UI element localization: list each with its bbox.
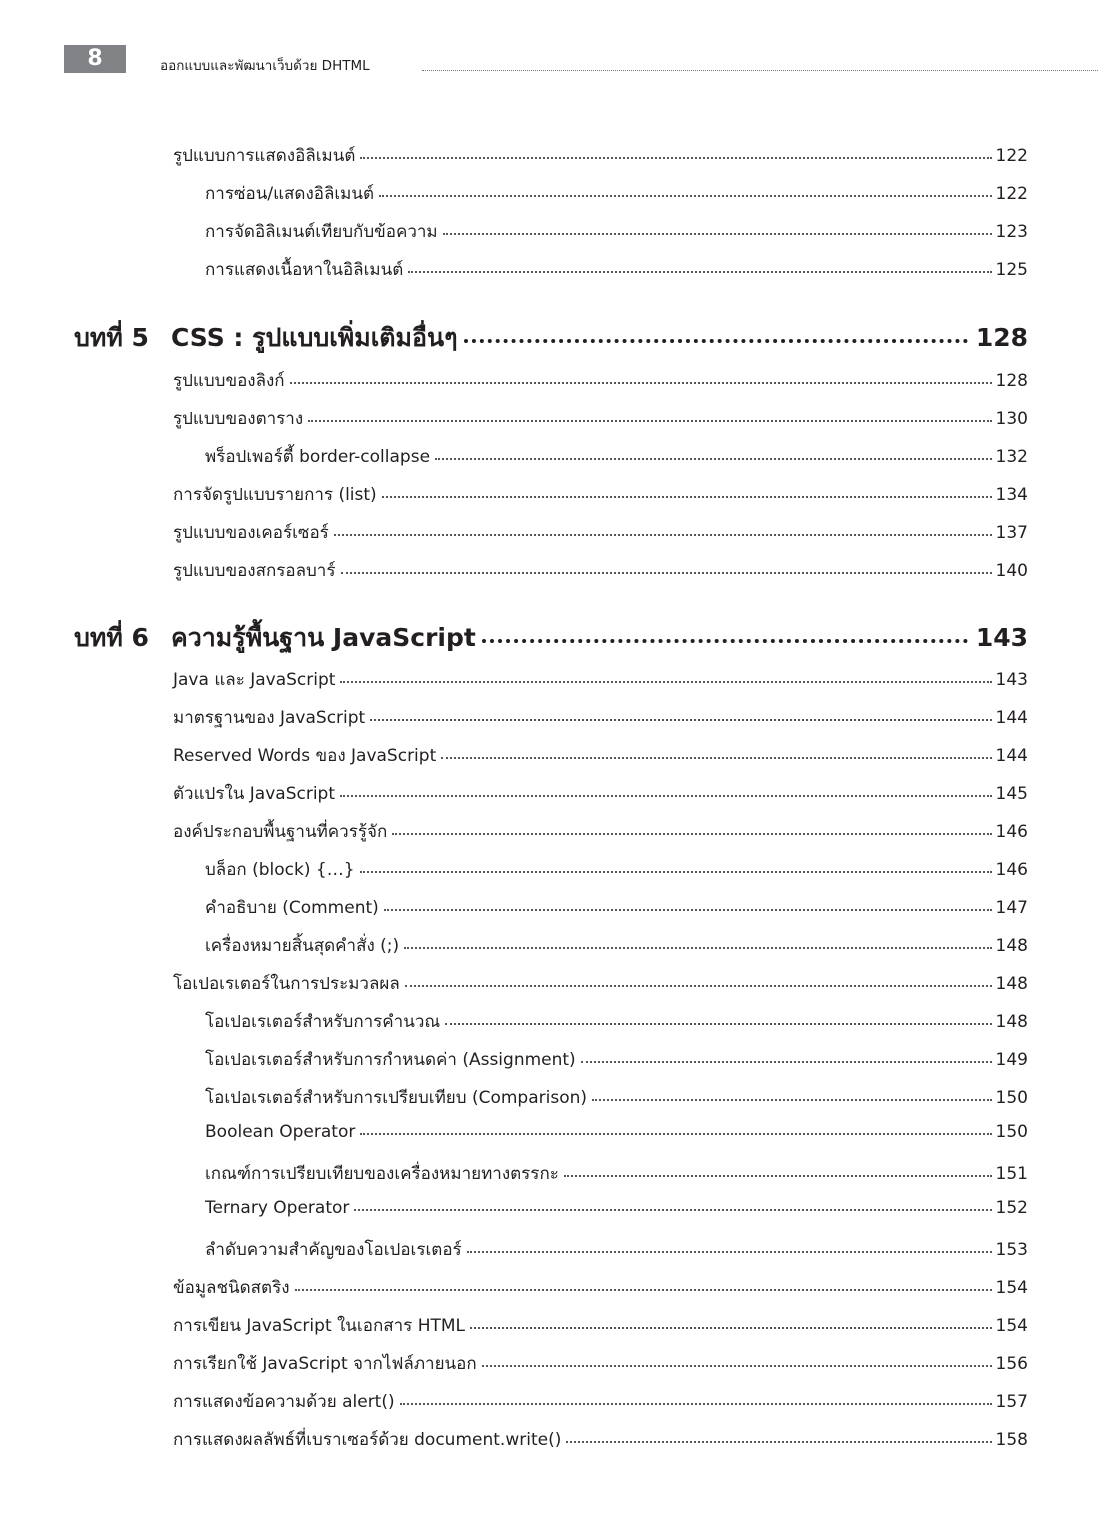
toc-entry-page: 144 (995, 746, 1028, 766)
toc-entry-page: 154 (995, 1316, 1028, 1336)
dot-leader (566, 1440, 991, 1443)
toc-entry-label: Reserved Words ของ JavaScript (173, 746, 437, 766)
toc-entry (173, 704, 1028, 731)
toc-entry-page: 150 (995, 1122, 1028, 1142)
toc-entry (205, 1236, 1028, 1263)
toc-entry-page: 146 (995, 822, 1028, 842)
toc-entry-page: 148 (995, 936, 1028, 956)
toc-entry-page: 122 (995, 146, 1028, 166)
toc-entry (173, 818, 1028, 845)
toc-entry (173, 1426, 1028, 1453)
toc-entry-label: การซ่อน/แสดงอิลิเมนต์ (205, 184, 375, 204)
toc-entry (205, 218, 1028, 245)
dot-leader (435, 457, 992, 460)
toc-entry (173, 481, 1028, 508)
toc-entry-label: Java และ JavaScript (173, 670, 336, 690)
dot-leader (334, 533, 992, 536)
toc-entry-page: 140 (995, 561, 1028, 581)
toc-entry (205, 1046, 1028, 1073)
toc-entry (205, 1160, 1028, 1187)
toc-entry (205, 180, 1028, 207)
chapter-number: บทที่ 5 (74, 323, 149, 352)
toc-entry-label: เครื่องหมายสิ้นสุดคำสั่ง (;) (205, 936, 400, 956)
dot-leader (470, 1326, 992, 1329)
toc-entry-page: 154 (995, 1278, 1028, 1298)
toc-entry-label: การแสดงเนื้อหาในอิลิเมนต์ (205, 260, 404, 280)
toc-entry-label: องค์ประกอบพื้นฐานที่ควรรู้จัก (173, 822, 388, 842)
dot-leader (408, 270, 991, 273)
dot-leader (400, 1402, 992, 1405)
toc-entry-label: โอเปอเรเตอร์ในการประมวลผล (173, 974, 400, 994)
toc-entry (173, 742, 1028, 769)
toc-entry-page: 147 (995, 898, 1028, 918)
chapter-page: 128 (975, 323, 1028, 352)
toc-entry (205, 932, 1028, 959)
dot-leader (404, 946, 991, 949)
toc-entry-page: 143 (995, 670, 1028, 690)
toc-entry-label: รูปแบบการแสดงอิลิเมนต์ (173, 146, 356, 166)
toc-entry-page: 128 (995, 371, 1028, 391)
toc-entry-page: 153 (995, 1240, 1028, 1260)
toc-entry-page: 157 (995, 1392, 1028, 1412)
dot-leader (445, 1022, 991, 1025)
toc-entry-label: การเขียน JavaScript ในเอกสาร HTML (173, 1316, 466, 1336)
toc-entry-label: การแสดงผลลัพธ์ที่เบราเซอร์ด้วย document.write() (173, 1430, 562, 1450)
toc-entry-page: 150 (995, 1088, 1028, 1108)
chapter-title: ความรู้พื้นฐาน JavaScript (171, 623, 476, 652)
dot-leader (360, 870, 992, 873)
dot-leader (340, 794, 992, 797)
toc-entry (173, 1388, 1028, 1415)
toc-entry (205, 856, 1028, 883)
toc-entry (173, 1274, 1028, 1301)
dot-leader (564, 1174, 992, 1177)
toc-entry-page: 151 (995, 1164, 1028, 1184)
toc-entry-label: รูปแบบของเคอร์เซอร์ (173, 523, 329, 543)
toc-entry-page: 144 (995, 708, 1028, 728)
toc-entry-label: การแสดงข้อความด้วย alert() (173, 1392, 395, 1412)
toc-entry (173, 519, 1028, 546)
toc-entry-label: การจัดอิลิเมนต์เทียบกับข้อความ (205, 222, 438, 242)
toc-entry (173, 367, 1028, 394)
toc-entry-label: เกณฑ์การเปรียบเทียบของเครื่องหมายทางตรรกะ (205, 1164, 559, 1184)
dot-leader (443, 232, 992, 235)
toc-entry-label: บล็อก (block) {…} (205, 860, 355, 880)
toc-entry-label: คำอธิบาย (Comment) (205, 898, 379, 918)
dot-leader (482, 638, 968, 643)
toc-entry-label: รูปแบบของลิงก์ (173, 371, 285, 391)
toc-entry (205, 256, 1028, 283)
page-number: 8 (64, 45, 126, 73)
dot-leader (464, 338, 968, 343)
running-header-title: ออกแบบและพัฒนาเว็บด้วย DHTML (160, 58, 370, 74)
toc-entry-label: รูปแบบของสกรอลบาร์ (173, 561, 336, 581)
chapter-page: 143 (975, 623, 1028, 652)
toc-entry (173, 970, 1028, 997)
toc-entry (205, 443, 1028, 470)
toc-entry-page: 146 (995, 860, 1028, 880)
toc-entry-page: 132 (995, 447, 1028, 467)
toc-entry-label: ตัวแปรใน JavaScript (173, 784, 336, 804)
toc-entry-label: พร็อปเพอร์ตี้ border-collapse (205, 447, 431, 467)
toc-entry-page: 122 (995, 184, 1028, 204)
dot-leader (482, 1364, 992, 1367)
dot-leader (360, 156, 991, 159)
dot-leader (360, 1132, 991, 1135)
toc-entry (173, 1350, 1028, 1377)
toc-entry-page: 137 (995, 523, 1028, 543)
toc-entry-page: 145 (995, 784, 1028, 804)
toc-entry (173, 780, 1028, 807)
toc-entry-page: 156 (995, 1354, 1028, 1374)
dot-leader (384, 908, 992, 911)
toc-entry (205, 1008, 1028, 1035)
dot-leader (295, 1288, 992, 1291)
toc-entry (173, 557, 1028, 584)
toc-entry-page: 130 (995, 409, 1028, 429)
toc-entry-label: การจัดรูปแบบรายการ (list) (173, 485, 377, 505)
toc-entry-label: Ternary Operator (205, 1198, 350, 1218)
dot-leader (308, 419, 991, 422)
dot-leader (405, 984, 992, 987)
toc-entry-label: โอเปอเรเตอร์สำหรับการคำนวณ (205, 1012, 441, 1032)
toc-entry-label: มาตรฐานของ JavaScript (173, 708, 366, 728)
toc-entry-page: 148 (995, 1012, 1028, 1032)
toc-entry-label: Boolean Operator (205, 1122, 356, 1142)
toc-entry-page: 149 (995, 1050, 1028, 1070)
dot-leader (379, 194, 992, 197)
toc-entry-label: ข้อมูลชนิดสตริง (173, 1278, 290, 1298)
toc-entry-label: โอเปอเรเตอร์สำหรับการกำหนดค่า (Assignment) (205, 1050, 576, 1070)
toc-entry (173, 142, 1028, 169)
dot-leader (354, 1208, 991, 1211)
toc-entry-page: 125 (995, 260, 1028, 280)
toc-entry (173, 405, 1028, 432)
toc-entry-page: 134 (995, 485, 1028, 505)
dot-leader (467, 1250, 992, 1253)
chapter-title: CSS : รูปแบบเพิ่มเติมอื่นๆ (171, 323, 458, 352)
toc-entry (205, 894, 1028, 921)
toc-entry-page: 152 (995, 1198, 1028, 1218)
toc-entry-label: รูปแบบของตาราง (173, 409, 304, 429)
chapter-number: บทที่ 6 (74, 623, 149, 652)
toc-entry (205, 1122, 1028, 1142)
toc-entry (173, 666, 1028, 693)
dot-leader (340, 680, 991, 683)
chapter-heading-6 (74, 618, 1028, 658)
toc-entry (205, 1084, 1028, 1111)
toc-entry-label: ลำดับความสำคัญของโอเปอเรเตอร์ (205, 1240, 462, 1260)
dot-leader (382, 495, 992, 498)
chapter-heading-5 (74, 318, 1028, 358)
dot-leader (290, 381, 992, 384)
toc-entry-page: 158 (995, 1430, 1028, 1450)
toc-entry-label: การเรียกใช้ JavaScript จากไฟล์ภายนอก (173, 1354, 477, 1374)
dot-leader (581, 1060, 992, 1063)
toc-entry (173, 1312, 1028, 1339)
dot-leader (392, 832, 991, 835)
toc-entry-page: 123 (995, 222, 1028, 242)
toc-entry (205, 1198, 1028, 1218)
toc-entry-page: 148 (995, 974, 1028, 994)
dot-leader (592, 1098, 992, 1101)
dot-leader (341, 571, 992, 574)
dot-leader (370, 718, 991, 721)
dot-leader (441, 756, 991, 759)
toc-entry-label: โอเปอเรเตอร์สำหรับการเปรียบเทียบ (Comparison) (205, 1088, 588, 1108)
